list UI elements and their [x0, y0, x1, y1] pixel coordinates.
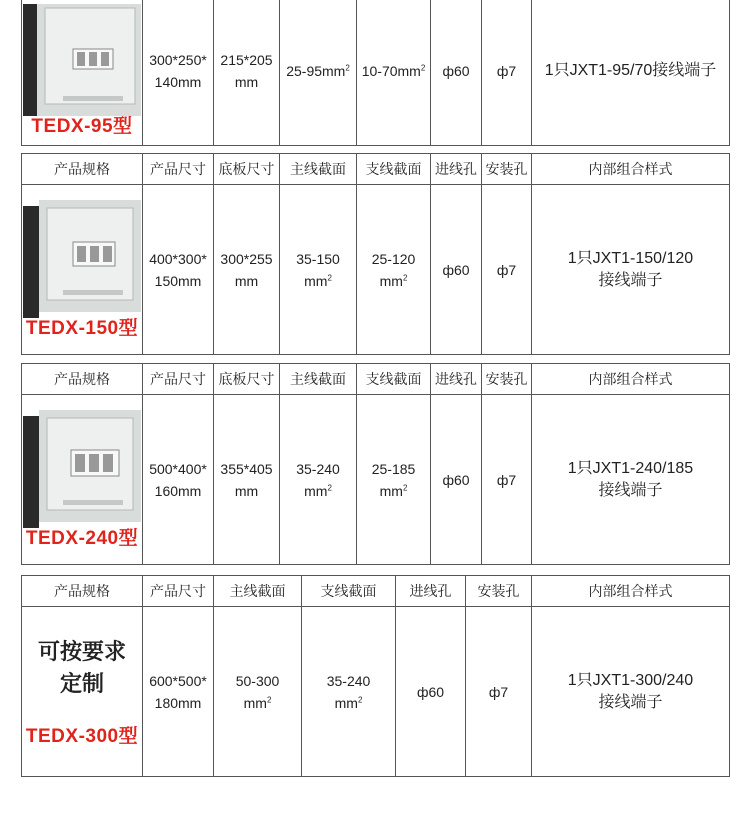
product-size: 300*250* 140mm: [143, 0, 214, 146]
internal-combo: 1只JXT1-150/120 接线端子: [532, 185, 730, 355]
product-size: 400*300* 150mm: [143, 185, 214, 355]
spec-table-150: [21, 153, 730, 355]
header-spec: 产品规格: [22, 154, 143, 185]
main-section: 35-150 $mm^2$: [280, 185, 357, 355]
inlet-hole: ф60: [431, 185, 482, 355]
header-spec: 产品规格: [22, 576, 143, 607]
header-mount: 安装孔: [466, 576, 532, 607]
custom-note: 可按要求: [37, 638, 126, 664]
main-section: $25-95mm^2$: [280, 0, 357, 146]
header-branch: 支线截面: [357, 154, 431, 185]
model-cell: [22, 185, 143, 355]
branch-section: 35-240 $mm^2$: [302, 607, 396, 777]
header-size: 产品尺寸: [143, 576, 214, 607]
header-size: 产品尺寸: [143, 364, 214, 395]
branch-section: 25-185 $mm^2$: [357, 395, 431, 565]
header-spec: 产品规格: [22, 364, 143, 395]
spec-table-300: [21, 575, 730, 777]
header-inlet: 进线孔: [431, 364, 482, 395]
plate-size: 215*205 mm: [214, 0, 280, 146]
inlet-hole: ф60: [431, 395, 482, 565]
header-combo: 内部组合样式: [532, 154, 730, 185]
internal-combo: 1只JXT1-300/240 接线端子: [532, 607, 730, 777]
model-cell: [22, 0, 143, 146]
main-section: 35-240 $mm^2$: [280, 395, 357, 565]
header-inlet: 进线孔: [396, 576, 466, 607]
header-branch: 支线截面: [302, 576, 396, 607]
header-size: 产品尺寸: [143, 154, 214, 185]
header-main: 主线截面: [280, 154, 357, 185]
distribution-box-photo-icon: [23, 410, 141, 528]
model-label: TEDX-95型: [31, 116, 133, 137]
spec-table-95: [21, 0, 730, 146]
main-section: 50-300 $mm^2$: [214, 607, 302, 777]
model-label: TEDX-150型: [25, 317, 139, 339]
internal-combo: 1只JXT1-240/185 接线端子: [532, 395, 730, 565]
header-main: 主线截面: [214, 576, 302, 607]
plate-size: 355*405 mm: [214, 395, 280, 565]
distribution-box-photo-icon: [23, 4, 141, 116]
product-size: 600*500* 180mm: [143, 607, 214, 777]
header-inlet: 进线孔: [431, 154, 482, 185]
header-plate: 底板尺寸: [214, 364, 280, 395]
header-combo: 内部组合样式: [532, 576, 730, 607]
header-mount: 安装孔: [482, 154, 532, 185]
model-label: TEDX-240型: [25, 527, 139, 549]
header-main: 主线截面: [280, 364, 357, 395]
model-cell: [22, 395, 143, 565]
custom-note-2: 定制: [59, 670, 104, 696]
mount-hole: ф7: [466, 607, 532, 777]
model-cell: [22, 607, 143, 777]
header-combo: 内部组合样式: [532, 364, 730, 395]
mount-hole: ф7: [482, 185, 532, 355]
branch-section: $10-70mm^2$: [357, 0, 431, 146]
internal-combo: 1只JXT1-95/70接线端子: [532, 0, 730, 146]
header-plate: 底板尺寸: [214, 154, 280, 185]
spec-table-240: [21, 363, 730, 565]
inlet-hole: ф60: [396, 607, 466, 777]
inlet-hole: ф60: [431, 0, 482, 146]
header-branch: 支线截面: [357, 364, 431, 395]
mount-hole: ф7: [482, 395, 532, 565]
branch-section: 25-120 $mm^2$: [357, 185, 431, 355]
header-mount: 安装孔: [482, 364, 532, 395]
plate-size: 300*255 mm: [214, 185, 280, 355]
distribution-box-photo-icon: [23, 200, 141, 318]
model-label: TEDX-300型: [25, 725, 139, 747]
mount-hole: ф7: [482, 0, 532, 146]
product-size: 500*400* 160mm: [143, 395, 214, 565]
